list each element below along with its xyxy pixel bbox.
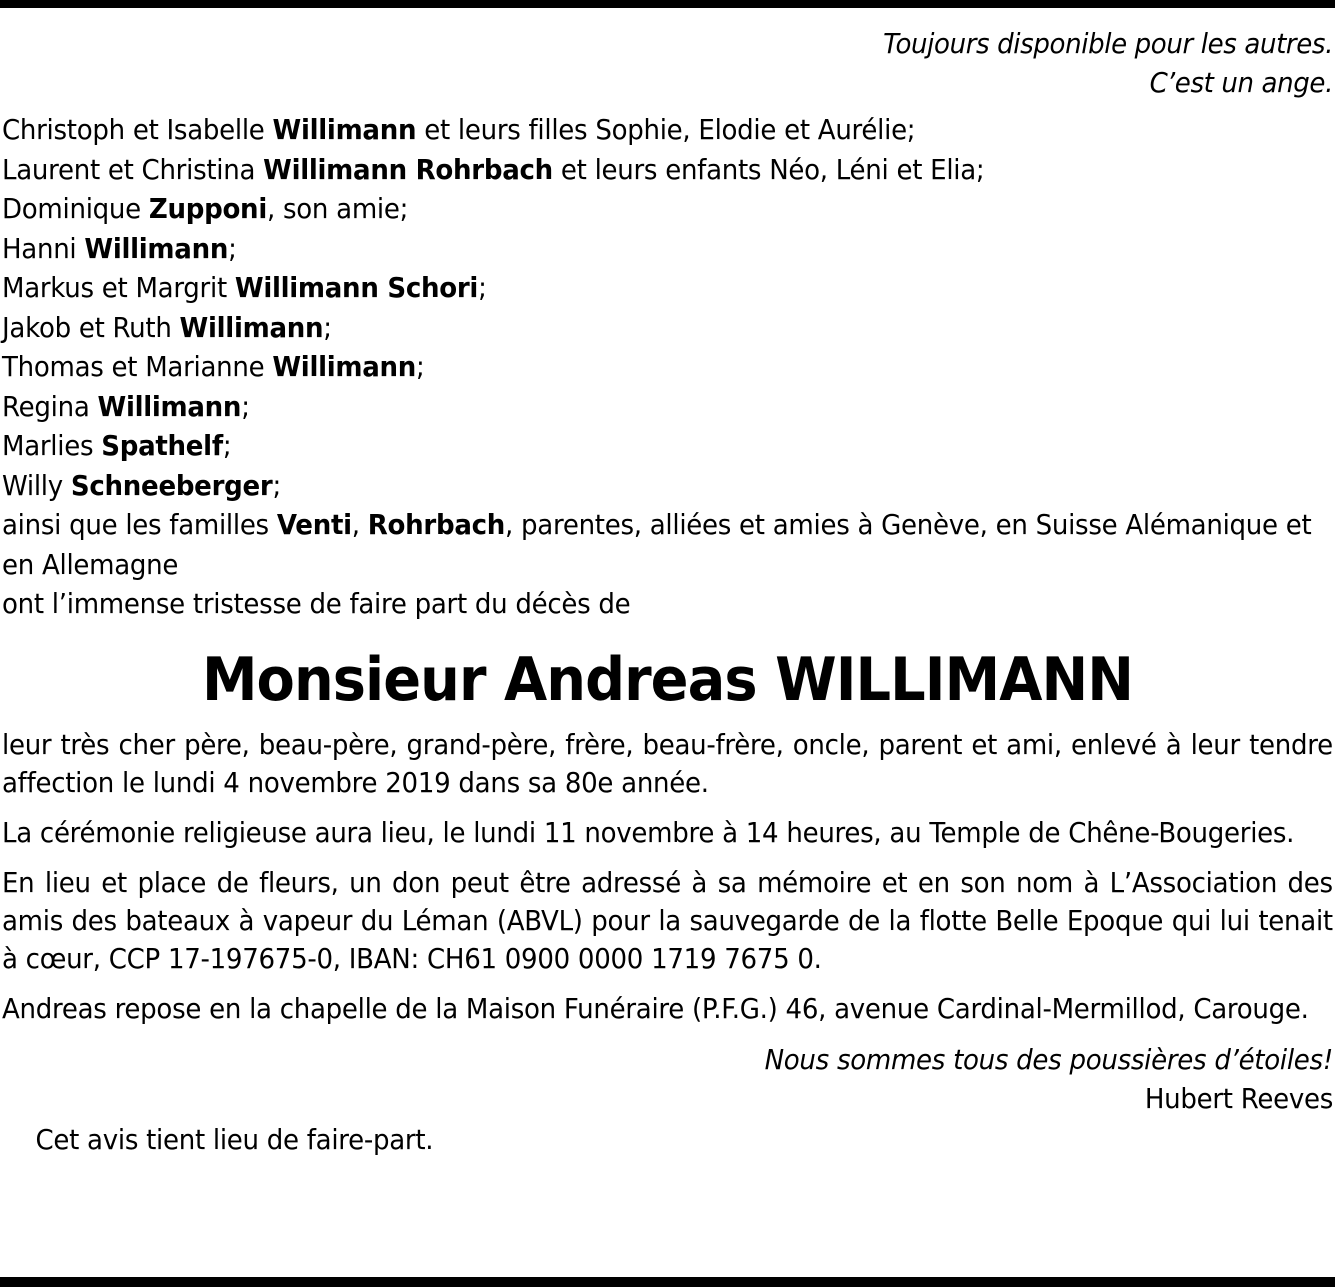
family-line: Jakob et Ruth Willimann; — [2, 310, 332, 344]
ceremony-paragraph: La cérémonie religieuse aura lieu, le lundi 11 novembre à 14 heures, au Temple de Chêne-Bougeries. — [2, 815, 1295, 849]
family-line: Marlies Spathelf; — [2, 429, 232, 462]
closing-quote: Nous sommes tous des poussières d’étoiles! — [764, 1042, 1333, 1076]
donation-paragraph: En lieu et place de fleurs, un don peut être adressé à sa mémoire et en son nom à L’Association des amis des bateaux à vapeur du Léman (ABVL) pour la sauvegarde de la flotte Belle Epoque qui lui tenait à cœur, CCP 17-197675-0, IBAN: CH61 0900 0000 1719 7675 0. — [2, 865, 1333, 975]
family-list — [2, 110, 1333, 624]
announcement-line: ont l’immense tristesse de faire part du décès de — [2, 587, 631, 620]
faire-part-note: Cet avis tient lieu de faire-part. — [35, 1122, 434, 1156]
obituary-notice — [2, 24, 1333, 1159]
deceased-name: Monsieur Andreas WILLIMANN — [201, 644, 1134, 715]
quote-author: Hubert Reeves — [1144, 1081, 1333, 1115]
epigraph-line-2: C’est un ange. — [1149, 66, 1333, 99]
family-line: Thomas et Marianne Willimann; — [2, 350, 425, 383]
family-line: Markus et Margrit Willimann Schori; — [2, 271, 487, 304]
rest-paragraph: Andreas repose en la chapelle de la Maison Funéraire (P.F.G.) 46, avenue Cardinal-Mermillod, Carouge. — [2, 991, 1309, 1025]
family-line: Hanni Willimann; — [2, 231, 237, 265]
family-line: Christoph et Isabelle Willimann et leurs filles Sophie, Elodie et Aurélie; — [2, 113, 916, 146]
relation-paragraph: leur très cher père, beau-père, grand-père, frère, beau-frère, oncle, parent et ami, enlevé à leur tendre affection le lundi 4 novembre 2019 dans sa 80e année. — [2, 727, 1333, 799]
bottom-border-rule — [0, 1277, 1335, 1287]
family-line: Willy Schneeberger; — [2, 468, 281, 502]
families-line: ainsi que les familles Venti, Rohrbach, parentes, alliées et amies à Genève, en Suisse Alémanique et en Allemagne — [2, 508, 1312, 581]
family-line: Laurent et Christina Willimann Rohrbach et leurs enfants Néo, Léni et Elia; — [2, 152, 985, 186]
top-border-rule — [0, 0, 1335, 8]
epigraph-line-1: Toujours disponible pour les autres. — [883, 27, 1333, 60]
family-line: Regina Willimann; — [2, 389, 250, 423]
family-line: Dominique Zupponi, son amie; — [2, 192, 409, 225]
